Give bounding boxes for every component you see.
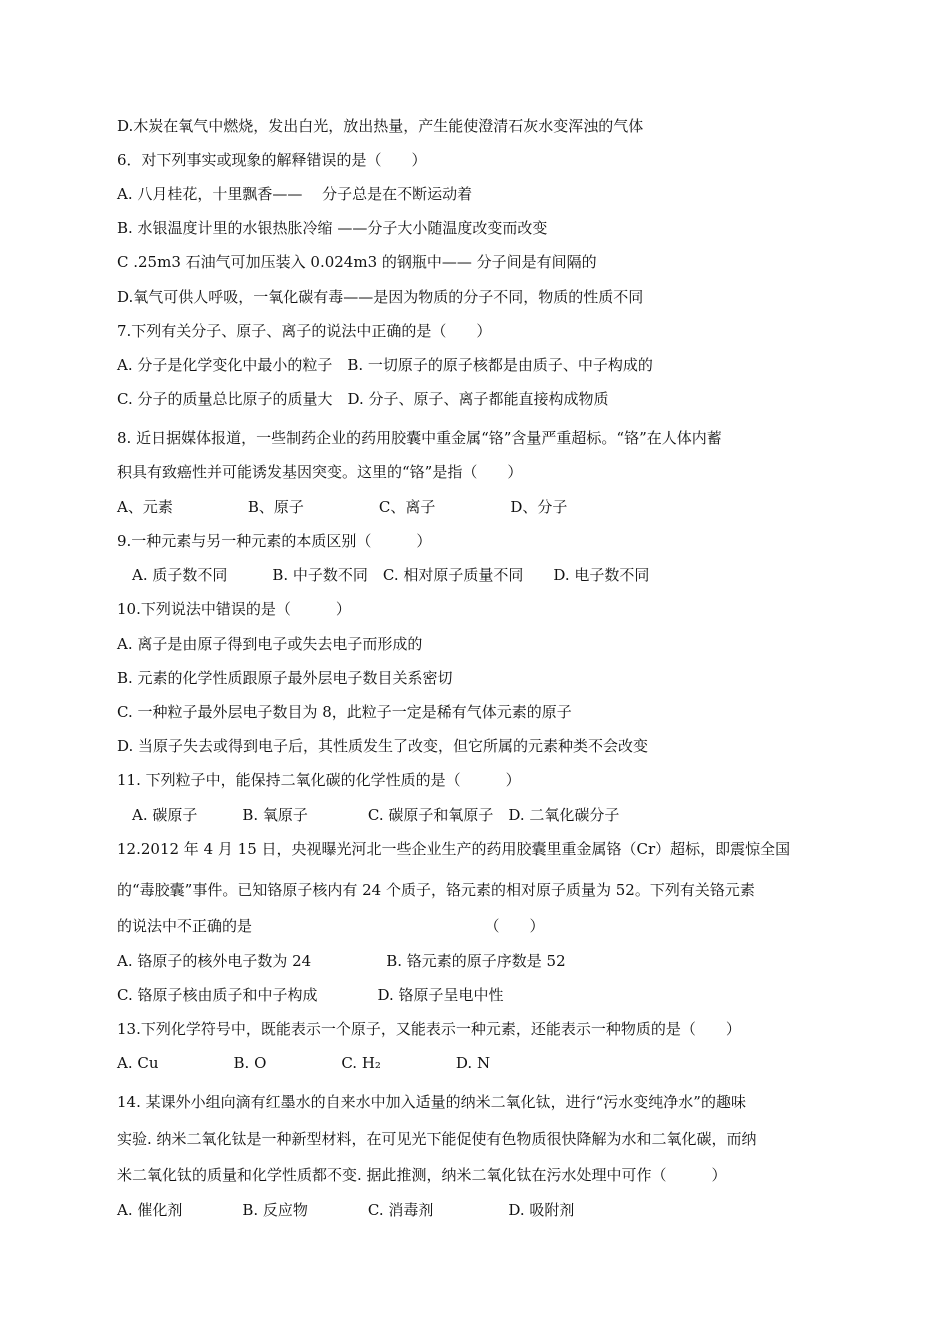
question-13: 13.下列化学符号中，既能表示一个原子，又能表示一种元素，还能表示一种物质的是（ ） (117, 1020, 741, 1038)
question-12-line3: 的说法中不正确的是 （ ） (117, 917, 545, 935)
options-12ab: A. 铬原子的核外电子数为 24 B. 铬元素的原子序数是 52 (117, 952, 566, 970)
options-8: A、元素 B、原子 C、离子 D、分子 (117, 498, 568, 516)
options-7ab: A. 分子是化学变化中最小的粒子 B. 一切原子的原子核都是由质子、中子构成的 (117, 356, 653, 374)
option-6d: D.氧气可供人呼吸，一氧化碳有毒——是因为物质的分子不同，物质的性质不同 (117, 288, 644, 306)
question-14-line1: 14. 某课外小组向滴有红墨水的自来水中加入适量的纳米二氧化钛，进行“污水变纯净水”的趣味 (117, 1093, 746, 1111)
options-9: A. 质子数不同 B. 中子数不同 C. 相对原子质量不同 D. 电子数不同 (117, 566, 650, 584)
option-10d: D. 当原子失去或得到电子后，其性质发生了改变，但它所属的元素种类不会改变 (117, 737, 649, 755)
options-7cd: C. 分子的质量总比原子的质量大 D. 分子、原子、离子都能直接构成物质 (117, 390, 609, 408)
options-11: A. 碳原子 B. 氧原子 C. 碳原子和氧原子 D. 二氧化碳分子 (117, 806, 620, 824)
question-14-line3: 米二氧化钛的质量和化学性质都不变. 据此推测，纳米二氧化钛在污水处理中可作（ ） (117, 1166, 727, 1184)
option-10b: B. 元素的化学性质跟原子最外层电子数目关系密切 (117, 669, 453, 687)
option-6b: B. 水银温度计里的水银热胀冷缩 ——分子大小随温度改变而改变 (117, 219, 548, 237)
options-14: A. 催化剂 B. 反应物 C. 消毒剂 D. 吸附剂 (117, 1201, 575, 1219)
question-8-line1: 8. 近日据媒体报道，一些制药企业的药用胶囊中重金属“铬”含量严重超标。“铬”在人体内蓄 (117, 429, 722, 447)
question-10: 10.下列说法中错误的是（ ） (117, 600, 351, 618)
option-6a: A. 八月桂花，十里飘香—— 分子总是在不断运动着 (117, 185, 473, 203)
question-11: 11. 下列粒子中，能保持二氧化碳的化学性质的是（ ） (117, 771, 521, 789)
question-12-line1: 12.2012 年 4 月 15 日，央视曝光河北一些企业生产的药用胶囊里重金属铬（Cr）超标，即震惊全国 (117, 840, 791, 858)
question-7: 7.下列有关分子、原子、离子的说法中正确的是（ ） (117, 322, 492, 340)
option-10a: A. 离子是由原子得到电子或失去电子而形成的 (117, 635, 423, 653)
question-8-line2: 积具有致癌性并可能诱发基因突变。这里的“铬”是指（ ） (117, 463, 523, 481)
question-6: 6．对下列事实或现象的解释错误的是（ ） (117, 151, 427, 169)
question-14-line2: 实验. 纳米二氧化钛是一种新型材料，在可见光下能促使有色物质很快降解为水和二氧化碳，而纳 (117, 1130, 757, 1148)
option-5d: D.木炭在氧气中燃烧，发出白光，放出热量，产生能使澄清石灰水变浑浊的气体 (117, 117, 644, 135)
question-9: 9.一种元素与另一种元素的本质区别（ ） (117, 532, 432, 550)
question-12-line2: 的“毒胶囊”事件。已知铬原子核内有 24 个质子，铬元素的相对原子质量为 52。下列有关铬元素 (117, 881, 755, 899)
option-10c: C. 一种粒子最外层电子数目为 8，此粒子一定是稀有气体元素的原子 (117, 703, 572, 721)
option-6c: C .25m3 石油气可加压装入 0.024m3 的钢瓶中—— 分子间是有间隔的 (117, 253, 597, 271)
options-12cd: C. 铬原子核由质子和中子构成 D. 铬原子呈电中性 (117, 986, 504, 1004)
options-13: A. Cu B. O C. H₂ D. N (117, 1054, 491, 1072)
